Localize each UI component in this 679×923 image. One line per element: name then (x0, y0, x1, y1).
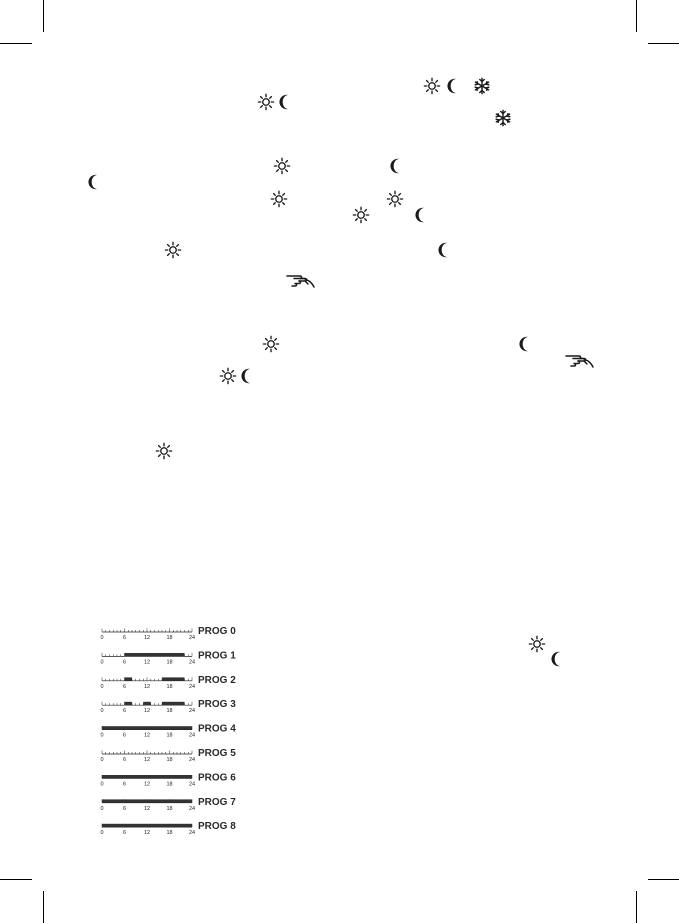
timeline-segment (162, 677, 185, 680)
timeline-segment (125, 677, 133, 680)
tick-label: 0 (100, 757, 104, 763)
tick-label: 12 (143, 805, 151, 812)
tick-label: 12 (143, 659, 151, 666)
tick-label: 6 (122, 830, 127, 837)
timeline-segment (125, 653, 185, 656)
tick-label: 0 (100, 732, 104, 739)
tick-label: 18 (166, 830, 173, 837)
tick-label: 24 (188, 708, 196, 715)
sun-icon (257, 93, 275, 111)
tick-label: 12 (143, 757, 151, 763)
timeline-segment (125, 702, 133, 705)
crop-mark (43, 0, 44, 32)
sun-icon (273, 157, 291, 175)
sun-icon (219, 367, 237, 385)
sun-icon (528, 635, 546, 653)
crop-mark (43, 891, 44, 923)
program-row (100, 772, 236, 787)
tick-label: 18 (166, 659, 173, 666)
timeline-segment (102, 726, 192, 729)
moon-icon (239, 367, 257, 385)
hand-icon (285, 270, 317, 290)
tick-label: 18 (166, 781, 173, 788)
program-chart (100, 620, 250, 845)
snowflake-icon (494, 109, 512, 127)
crop-mark (636, 0, 637, 32)
tick-label: 18 (166, 732, 173, 739)
tick-label: 6 (122, 659, 127, 666)
moon-icon (413, 206, 431, 224)
moon-icon (436, 241, 454, 259)
program-row (100, 821, 236, 836)
tick-label: 24 (188, 781, 196, 788)
sun-icon (164, 241, 182, 259)
moon-icon (277, 93, 295, 111)
tick-label: 24 (188, 757, 196, 763)
tick-label: 0 (100, 683, 104, 690)
tick-label: 18 (166, 635, 173, 641)
timeline-segment (143, 702, 151, 705)
tick-label: 24 (188, 659, 196, 666)
timeline-segment (162, 702, 185, 705)
tick-label: 6 (122, 805, 127, 812)
tick-label: 0 (100, 708, 104, 715)
tick-label: 24 (188, 805, 196, 812)
tick-label: 12 (143, 781, 151, 788)
tick-label: 18 (166, 757, 173, 763)
program-label: PROG 4 (198, 723, 236, 735)
program-row (100, 675, 236, 690)
sun-icon (352, 206, 370, 224)
moon-icon (517, 335, 535, 353)
tick-label: 6 (122, 732, 127, 739)
program-row (100, 699, 236, 714)
program-row (100, 724, 236, 739)
crop-mark (648, 43, 679, 44)
sun-icon (270, 190, 288, 208)
moon-icon (388, 157, 406, 175)
tick-label: 24 (188, 830, 196, 837)
tick-label: 6 (122, 683, 127, 690)
moon-icon (549, 650, 567, 668)
program-row (100, 650, 236, 665)
tick-label: 6 (122, 757, 127, 763)
tick-label: 6 (122, 781, 127, 788)
timeline-segment (102, 775, 192, 778)
program-label: PROG 3 (198, 699, 236, 711)
program-label: PROG 0 (198, 626, 236, 637)
sun-icon (423, 77, 441, 95)
tick-label: 12 (143, 732, 151, 739)
moon-icon (445, 77, 463, 95)
program-label: PROG 2 (198, 674, 236, 686)
crop-mark (0, 879, 32, 880)
program-label: PROG 6 (198, 772, 236, 784)
timeline-segment (102, 824, 192, 827)
program-row (100, 748, 236, 763)
tick-label: 6 (122, 635, 127, 641)
sun-icon (262, 335, 280, 353)
program-label: PROG 7 (198, 796, 236, 808)
program-label: PROG 1 (198, 650, 236, 662)
tick-label: 0 (100, 830, 104, 837)
program-label: PROG 8 (198, 821, 236, 833)
sun-icon (155, 442, 173, 460)
crop-mark (648, 879, 679, 880)
program-row (100, 626, 236, 641)
tick-label: 24 (188, 683, 196, 690)
snowflake-icon (473, 77, 491, 95)
hand-icon (564, 350, 596, 370)
tick-label: 0 (100, 635, 104, 641)
sun-icon (386, 190, 404, 208)
timeline-segment (102, 799, 192, 802)
crop-mark (636, 891, 637, 923)
tick-label: 18 (166, 805, 173, 812)
moon-icon (86, 173, 104, 191)
crop-mark (0, 43, 32, 44)
tick-label: 12 (143, 683, 151, 690)
tick-label: 12 (143, 708, 151, 715)
tick-label: 18 (166, 683, 173, 690)
tick-label: 0 (100, 805, 104, 812)
tick-label: 12 (143, 635, 151, 641)
tick-label: 24 (188, 732, 196, 739)
tick-label: 18 (166, 708, 173, 715)
tick-label: 0 (100, 659, 104, 666)
program-label: PROG 5 (198, 748, 236, 759)
tick-label: 6 (122, 708, 127, 715)
tick-label: 0 (100, 781, 104, 788)
program-row (100, 797, 236, 812)
tick-label: 24 (188, 635, 196, 641)
tick-label: 12 (143, 830, 151, 837)
